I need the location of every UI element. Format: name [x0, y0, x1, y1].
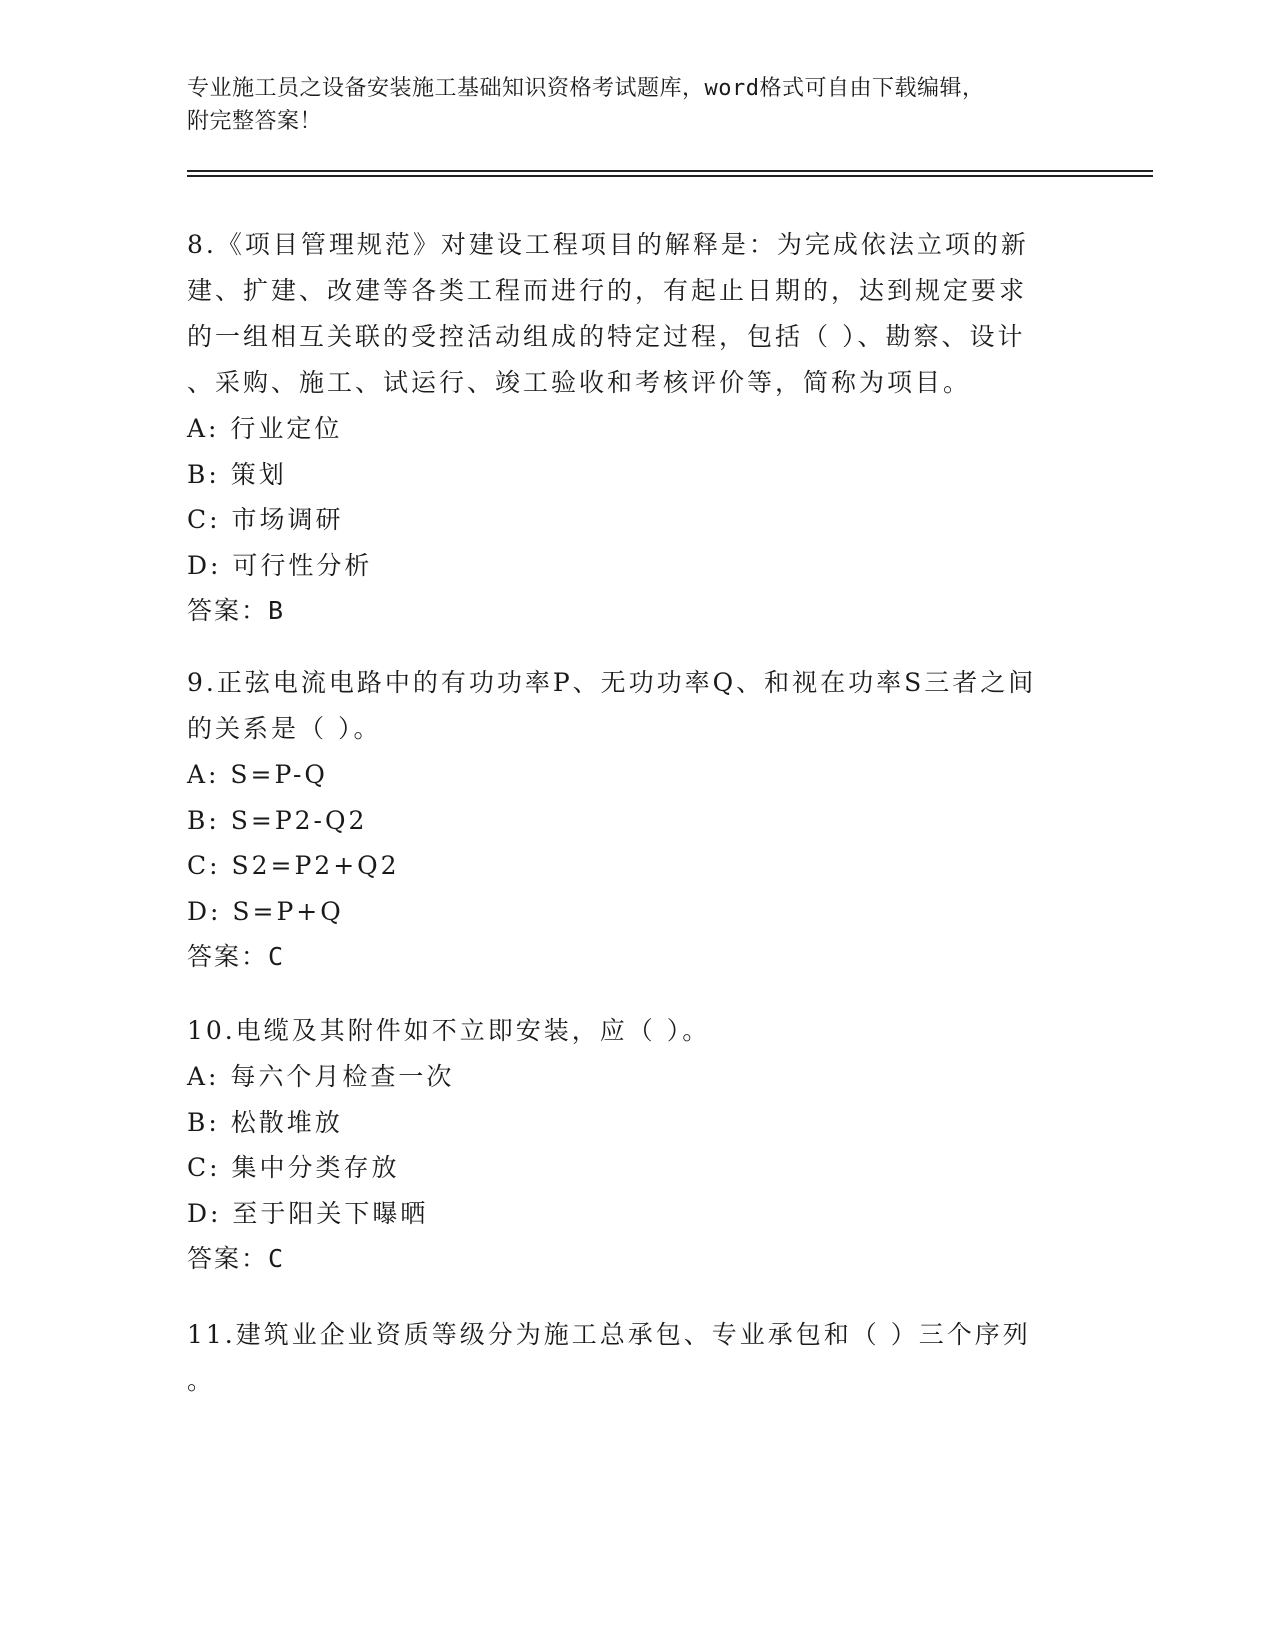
- stem-line: 的一组相互关联的受控活动组成的特定过程，包括（ ）、勘察、设计: [187, 322, 1026, 351]
- stem-line: 9.正弦电流电路中的有功功率P、无功功率Q、和视在功率S三者之间: [187, 668, 1037, 697]
- document-header: [187, 72, 1087, 138]
- answer: 答案：B: [187, 596, 286, 625]
- option-d: D: 可行性分析: [187, 550, 373, 580]
- stem-line: 11.建筑业企业资质等级分为施工总承包、专业承包和（ ）三个序列: [187, 1320, 1031, 1349]
- option-c: C: 集中分类存放: [187, 1153, 400, 1182]
- question-stem: [187, 1008, 1087, 1054]
- option-a: A: S=P-Q: [187, 760, 328, 789]
- option-b: B: 松散堆放: [187, 1107, 343, 1137]
- stem-line: 、采购、施工、试运行、竣工验收和考核评价等，简称为项目。: [187, 368, 972, 397]
- question-9: [187, 660, 1087, 980]
- question-stem: [187, 1312, 1087, 1404]
- answer: 答案：C: [187, 1244, 286, 1273]
- stem-line: 的关系是（ ）。: [187, 714, 382, 743]
- header-line-1: 专业施工员之设备安装施工基础知识资格考试题库，word格式可自由下载编辑，: [187, 76, 985, 101]
- header-divider-top: [187, 170, 1153, 172]
- option-b: B: 策划: [187, 459, 287, 489]
- question-stem: [187, 222, 1087, 406]
- stem-line: 。: [187, 1366, 216, 1395]
- question-10: [187, 1008, 1087, 1282]
- question-11: [187, 1312, 1087, 1404]
- option-a: A: 行业定位: [187, 414, 343, 443]
- option-a: A: 每六个月检查一次: [187, 1062, 455, 1091]
- option-b: B: S=P2-Q2: [187, 805, 368, 835]
- header-line-2: 附完整答案！: [187, 109, 323, 134]
- question-stem: [187, 660, 1087, 752]
- option-c: C: S2=P2+Q2: [187, 851, 400, 880]
- stem-line: 8.《项目管理规范》对建设工程项目的解释是：为完成依法立项的新: [187, 230, 1029, 259]
- stem-line: 建、扩建、改建等各类工程而进行的，有起止日期的，达到规定要求: [187, 276, 1028, 305]
- header-divider-bottom: [187, 175, 1153, 177]
- option-c: C: 市场调研: [187, 505, 344, 534]
- answer: 答案：C: [187, 942, 286, 971]
- question-8: [187, 222, 1087, 634]
- option-d: D: S=P+Q: [187, 896, 344, 926]
- stem-line: 10.电缆及其附件如不立即安装，应（ ）。: [187, 1016, 711, 1045]
- option-d: D: 至于阳关下曝晒: [187, 1198, 429, 1228]
